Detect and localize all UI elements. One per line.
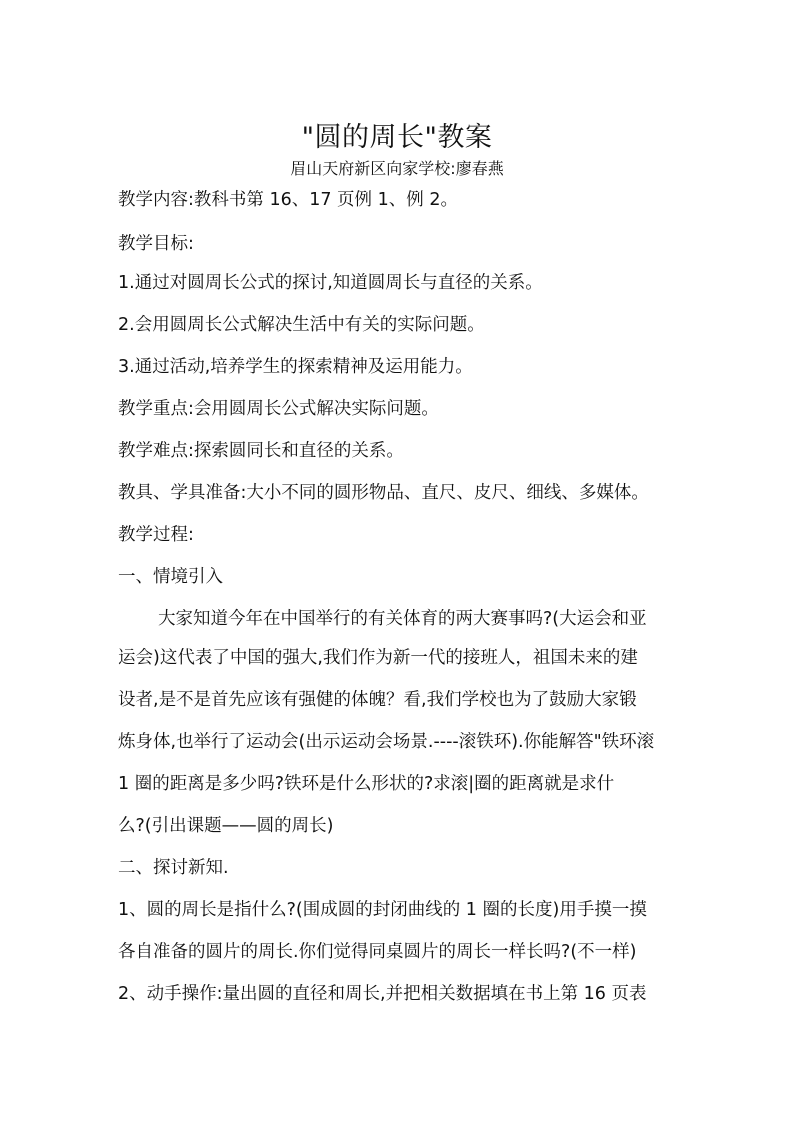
- text-line: 设者,是不是首先应该有强健的体魄？看,我们学校也为了鼓励大家锻: [118, 690, 637, 710]
- text-line: 3.通过活动,培养学生的探索精神及运用能力。: [118, 357, 473, 377]
- text-line: 1 圈的距离是多少吗?铁环是什么形状的?求滚|圈的距离就是求什: [118, 774, 615, 794]
- text-line: 教学重点:会用圆周长公式解决实际问题。: [118, 399, 439, 419]
- text-line: 炼身体,也举行了运动会(出示运动会场景.----滚铁环).你能解答"铁环滚: [118, 732, 655, 752]
- text-line: 2.会用圆周长公式解决生活中有关的实际问题。: [118, 315, 485, 335]
- text-line: 教学内容:教科书第 16、17 页例 1、例 2。: [118, 190, 458, 210]
- text-line: 运会)这代表了中国的强大,我们作为新一代的接班人，祖国未来的建: [118, 648, 638, 668]
- document-title: "圆的周长"教案: [301, 122, 493, 153]
- text-line: 大家知道今年在中国举行的有关体育的两大赛事吗?(大运会和亚: [158, 609, 647, 629]
- section-heading: 一、情境引入: [118, 567, 223, 587]
- section-heading: 二、探讨新知.: [118, 858, 229, 878]
- text-line: 教学难点:探索圆同长和直径的关系。: [118, 441, 404, 461]
- document-author: 眉山天府新区向家学校:廖春燕: [290, 159, 504, 178]
- text-line: 么?(引出课题——圆的周长): [118, 816, 334, 836]
- text-line: 各自准备的圆片的周长.你们觉得同桌圆片的周长一样长吗?(不一样): [118, 942, 637, 962]
- text-line: 1、圆的周长是指什么?(围成圆的封闭曲线的 1 圈的长度)用手摸一摸: [118, 900, 647, 920]
- text-line: 2、动手操作:量出圆的直径和周长,并把相关数据填在书上第 16 页表: [118, 984, 647, 1004]
- text-line: 1.通过对圆周长公式的探讨,知道圆周长与直径的关系。: [118, 273, 543, 293]
- text-line: 教学目标:: [118, 234, 194, 254]
- text-line: 教具、学具准备:大小不同的圆形物品、直尺、皮尺、细线、多媒体。: [118, 483, 649, 503]
- text-line: 教学过程:: [118, 525, 194, 545]
